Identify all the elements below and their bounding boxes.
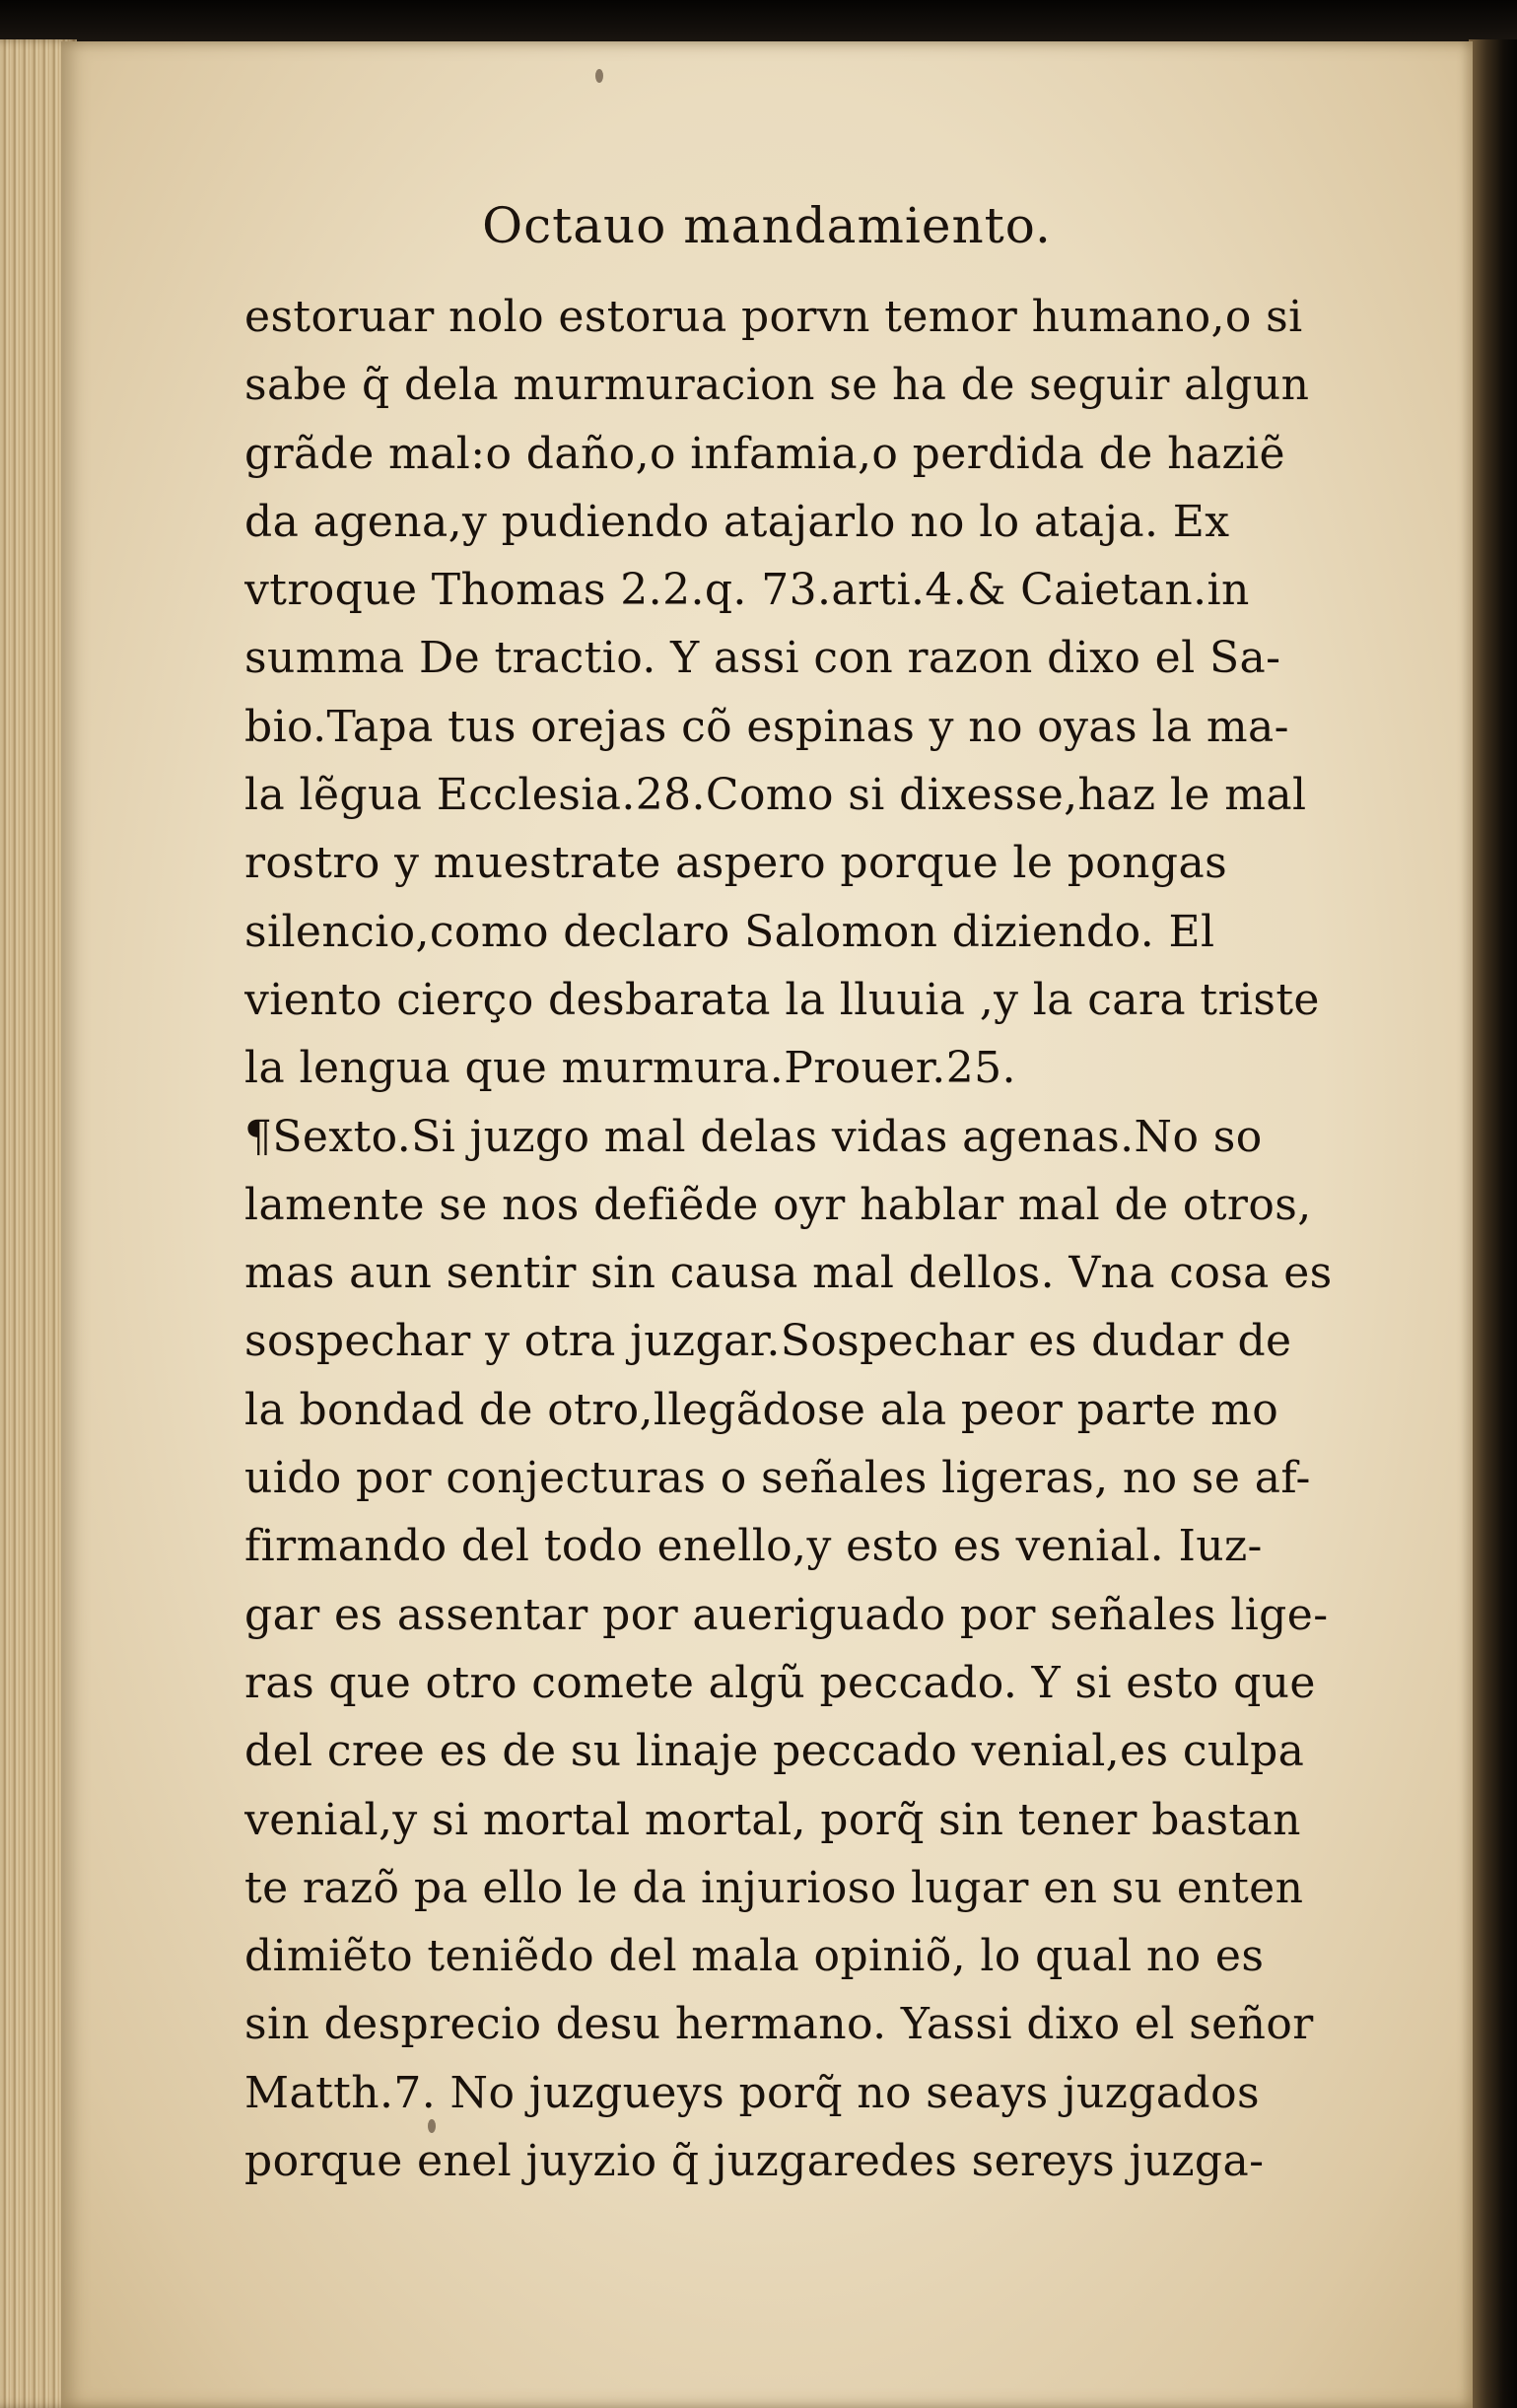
- text-line: uido por conjecturas o señales ligeras, no se af-: [244, 1453, 1311, 1504]
- running-head: Octauo mandamiento.: [482, 197, 1052, 254]
- body-text: [244, 283, 1467, 2195]
- text-line: silencio,como declaro Salomon diziendo. El: [244, 906, 1215, 957]
- text-line: sospechar y otra juzgar.Sospechar es dudar de: [244, 1316, 1292, 1367]
- text-line: venial,y si mortal mortal, porq̃ sin tener bastan: [244, 1794, 1301, 1845]
- text-line: la lengua que murmura.Prouer.25.: [244, 1043, 1016, 1094]
- text-line: lamente se nos defiẽde oyr hablar mal de otros,: [244, 1179, 1312, 1230]
- text-line: Matth.7. No juzgueys porq̃ no seays juzgados: [244, 2067, 1260, 2118]
- text-line: rostro y muestrate aspero porque le pongas: [244, 838, 1228, 889]
- text-line: mas aun sentir sin causa mal dellos. Vna cosa es: [244, 1248, 1333, 1299]
- book-page: [61, 41, 1473, 2408]
- text-line: del cree es de su linaje peccado venial,es culpa: [244, 1726, 1305, 1777]
- text-line: ras que otro comete algũ peccado. Y si esto que: [244, 1657, 1316, 1708]
- text-line: la bondad de otro,llegãdose ala peor parte mo: [244, 1384, 1279, 1435]
- text-line: sabe q̃ dela murmuracion se ha de seguir algun: [244, 360, 1310, 411]
- ink-speck: [428, 2119, 436, 2133]
- text-line: firmando del todo enello,y esto es venial. Iuz-: [244, 1521, 1263, 1572]
- text-line: vtroque Thomas 2.2.q. 73.arti.4.& Caietan.in: [244, 565, 1250, 616]
- text-line: viento cierço desbarata la lluuia ,y la cara triste: [244, 974, 1320, 1025]
- text-line: bio.Tapa tus orejas cõ espinas y no oyas la ma-: [244, 701, 1289, 752]
- book-cover-edge: [1469, 39, 1517, 2408]
- text-line: sin desprecio desu hermano. Yassi dixo el señor: [244, 1999, 1314, 2050]
- text-line: te razõ pa ello le da injurioso lugar en su enten: [244, 1862, 1304, 1913]
- ink-speck: [595, 69, 603, 83]
- text-line: ¶Sexto.Si juzgo mal delas vidas agenas.No so: [244, 1111, 1263, 1162]
- text-line: dimiẽto teniẽdo del mala opiniõ, lo qual no es: [244, 1931, 1265, 1982]
- text-line: grãde mal:o daño,o infamia,o perdida de haziẽ: [244, 428, 1285, 479]
- text-line: porque enel juyzio q̃ juzgaredes sereys juzga-: [244, 2136, 1265, 2187]
- text-line: estoruar nolo estorua porvn temor humano,o si: [244, 292, 1303, 342]
- text-line: gar es assentar por aueriguado por señales lige-: [244, 1589, 1329, 1640]
- text-line: la lẽgua Ecclesia.28.Como si dixesse,haz le mal: [244, 770, 1307, 821]
- text-line: da agena,y pudiendo atajarlo no lo ataja. Ex: [244, 496, 1230, 547]
- text-line: summa De tractio. Y assi con razon dixo el Sa-: [244, 633, 1281, 684]
